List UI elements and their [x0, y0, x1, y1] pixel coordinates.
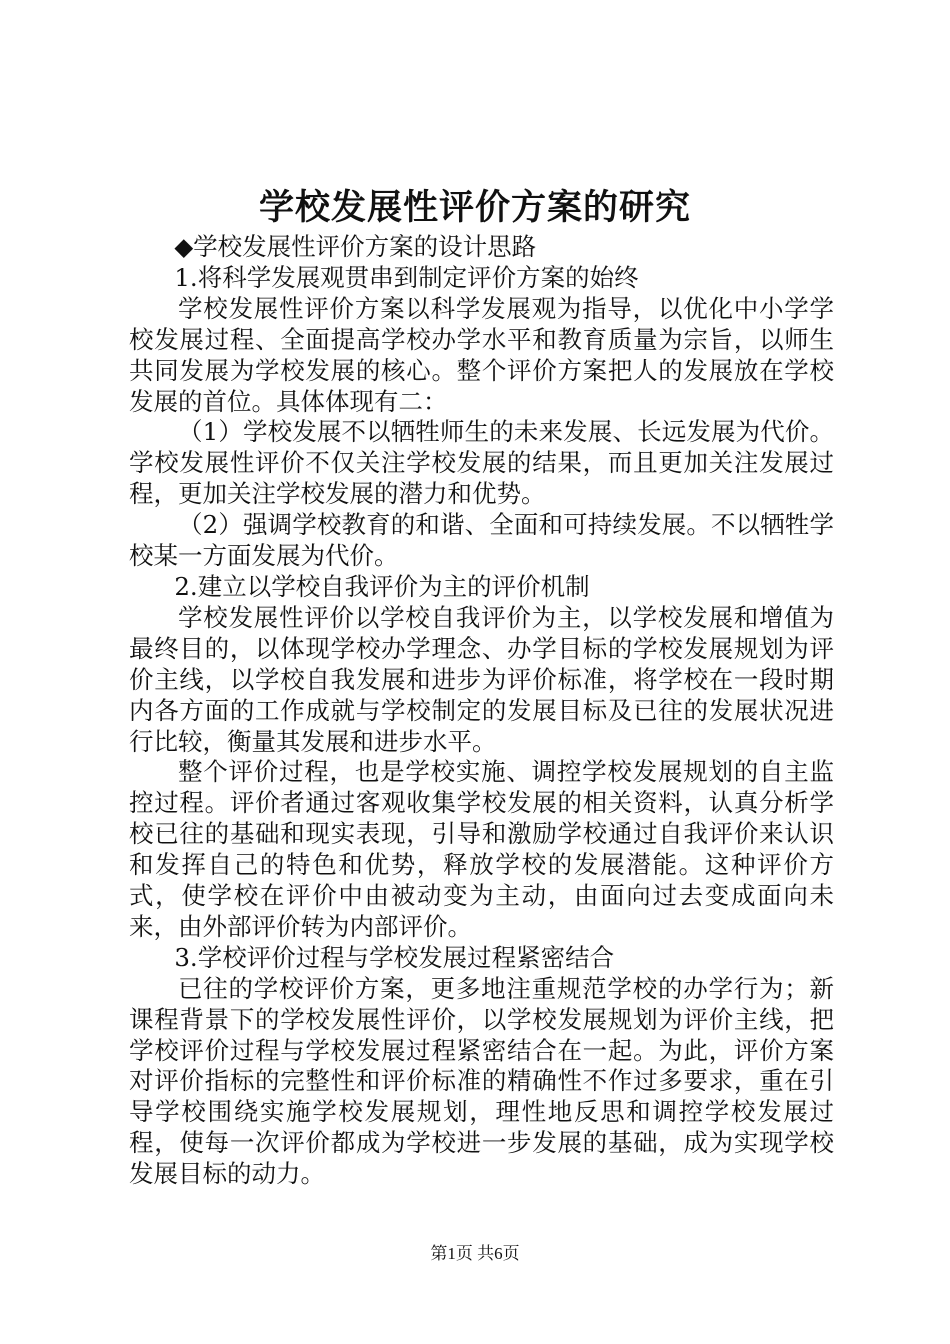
section-heading-2: 2.建立以学校自我评价为主的评价机制	[174, 571, 590, 601]
section-heading-1: 1.将科学发展观贯串到制定评价方案的始终	[174, 262, 639, 292]
paragraph: 整个评价过程，也是学校实施、调控学校发展规划的自主监控过程。评价者通过客观收集学校发展的相关资料，认真分析学校已往的基础和现实表现，引导和激励学校通过自我评价来认识和发挥自己的特色和优势，释放学校的发展潜能。这种评价方式，使学校在评价中由被动变为主动，由面向过去变成面向未来，由外部评价转为内部评价。	[129, 757, 834, 941]
paragraph: 已往的学校评价方案，更多地注重规范学校的办学行为；新课程背景下的学校发展性评价，以学校发展规划为评价主线，把学校评价过程与学校发展过程紧密结合在一起。为此，评价方案对评价指标的完整性和评价标准的精确性不作过多要求，重在引导学校围绕实施学校发展规划，理性地反思和调控学校发展过程，使每一次评价都成为学校进一步发展的基础，成为实现学校发展目标的动力。	[129, 973, 834, 1189]
section-heading-3: 3.学校评价过程与学校发展过程紧密结合	[174, 942, 615, 972]
paragraph: 学校发展性评价以学校自我评价为主，以学校发展和增值为最终目的，以体现学校办学理念、办学目标的学校发展规划为评价主线，以学校自我发展和进步为评价标准，将学校在一段时期内各方面的工作成就与学校制定的发展目标及已往的发展状况进行比较，衡量其发展和进步水平。	[129, 602, 834, 756]
paragraph: （1）学校发展不以牺牲师生的未来发展、长远发展为代价。学校发展性评价不仅关注学校发展的结果，而且更加关注发展过程，更加关注学校发展的潜力和优势。	[129, 417, 834, 509]
paragraph: （2）强调学校教育的和谐、全面和可持续发展。不以牺牲学校某一方面发展为代价。	[129, 510, 834, 571]
page-footer: 第1页 共6页	[430, 1244, 520, 1263]
document-title: 学校发展性评价方案的研究	[258, 187, 691, 228]
section-heading-design-ideas: ◆学校发展性评价方案的设计思路	[174, 232, 537, 261]
paragraph: 学校发展性评价方案以科学发展观为指导，以优化中小学学校发展过程、全面提高学校办学水平和教育质量为宗旨，以师生共同发展为学校发展的核心。整个评价方案把人的发展放在学校发展的首位。具体体现有二：	[129, 293, 834, 416]
document-body	[129, 232, 834, 1190]
